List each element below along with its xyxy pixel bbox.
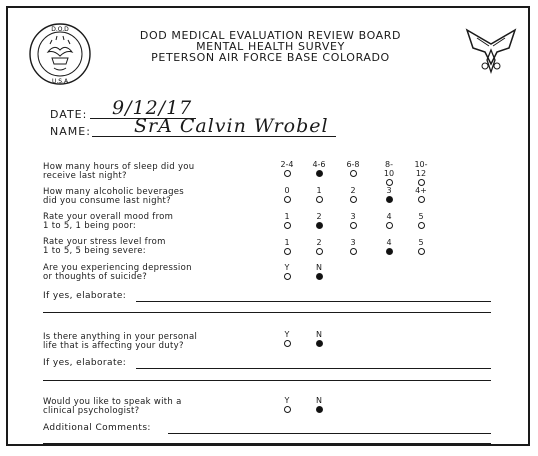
empty-bubble-icon[interactable] xyxy=(418,248,425,255)
option-1-3[interactable] xyxy=(380,186,398,203)
option-label: 10-12 xyxy=(414,160,428,178)
date-label: DATE: xyxy=(50,108,88,121)
option-3-1[interactable] xyxy=(310,238,328,255)
elaborate-label-1: If yes, elaborate: xyxy=(43,291,127,301)
option-3-3[interactable] xyxy=(380,238,398,255)
question-personal-life: Is there anything in your personal life that is affecting your duty? xyxy=(43,332,198,351)
name-label: NAME: xyxy=(50,125,91,138)
comments-line-a[interactable] xyxy=(168,433,491,434)
question-sleep: How many hours of sleep did you receive last night? xyxy=(43,162,195,181)
option-2-2[interactable] xyxy=(344,212,362,229)
seal-top-text: D.O.D xyxy=(51,26,69,33)
option-0-3[interactable] xyxy=(380,160,398,186)
option-6-1[interactable] xyxy=(310,396,328,413)
option-0-2[interactable] xyxy=(344,160,362,177)
option-label: 2-4 xyxy=(280,160,294,169)
option-2-0[interactable] xyxy=(278,212,296,229)
filled-bubble-icon[interactable] xyxy=(316,406,323,413)
option-label: 1 xyxy=(284,212,290,221)
elaborate-line-1a[interactable] xyxy=(136,301,491,302)
option-label: 3 xyxy=(386,186,392,195)
empty-bubble-icon[interactable] xyxy=(386,222,393,229)
question-depression: Are you experiencing depression or thoughts of suicide? xyxy=(43,263,192,282)
option-label: 2 xyxy=(316,212,322,221)
option-label: 2 xyxy=(350,186,356,195)
option-label: Y xyxy=(284,263,290,272)
option-1-2[interactable] xyxy=(344,186,362,203)
empty-bubble-icon[interactable] xyxy=(350,248,357,255)
option-label: N xyxy=(316,396,322,405)
empty-bubble-icon[interactable] xyxy=(418,222,425,229)
option-label: 3 xyxy=(350,212,356,221)
option-label: 0 xyxy=(284,186,290,195)
option-label: Y xyxy=(284,330,290,339)
option-label: 6-8 xyxy=(346,160,360,169)
option-2-4[interactable] xyxy=(412,212,430,229)
dod-seal-icon xyxy=(28,22,92,86)
option-label: 2 xyxy=(316,238,322,247)
additional-comments-label: Additional Comments: xyxy=(43,423,151,433)
survey-form xyxy=(6,6,530,446)
option-label: 5 xyxy=(418,212,424,221)
option-2-1[interactable] xyxy=(310,212,328,229)
elaborate-line-1b[interactable] xyxy=(43,312,491,313)
date-field[interactable]: 9/12/17 xyxy=(112,97,193,119)
comments-line-b[interactable] xyxy=(43,443,491,444)
option-6-0[interactable] xyxy=(278,396,296,413)
option-label: 4 xyxy=(386,238,392,247)
question-mood: Rate your overall mood from 1 to 5, 1 being poor: xyxy=(43,212,174,231)
filled-bubble-icon[interactable] xyxy=(316,340,323,347)
empty-bubble-icon[interactable] xyxy=(284,248,291,255)
option-0-0[interactable] xyxy=(278,160,296,177)
option-4-1[interactable] xyxy=(310,263,328,280)
option-4-0[interactable] xyxy=(278,263,296,280)
empty-bubble-icon[interactable] xyxy=(350,222,357,229)
question-stress: Rate your stress level from 1 to 5, 5 being severe: xyxy=(43,237,166,256)
option-label: 4 xyxy=(386,212,392,221)
option-label: Y xyxy=(284,396,290,405)
option-2-3[interactable] xyxy=(380,212,398,229)
option-0-1[interactable] xyxy=(310,160,328,177)
filled-bubble-icon[interactable] xyxy=(316,170,323,177)
header-subtitle: MENTAL HEALTH SURVEY xyxy=(196,40,345,53)
option-1-0[interactable] xyxy=(278,186,296,203)
header-location: PETERSON AIR FORCE BASE COLORADO xyxy=(151,51,390,64)
elaborate-label-2: If yes, elaborate: xyxy=(43,358,127,368)
empty-bubble-icon[interactable] xyxy=(284,222,291,229)
empty-bubble-icon[interactable] xyxy=(284,406,291,413)
header-title: DOD MEDICAL EVALUATION REVIEW BOARD xyxy=(139,29,402,42)
elaborate-line-2a[interactable] xyxy=(136,368,491,369)
option-label: 5 xyxy=(418,238,424,247)
empty-bubble-icon[interactable] xyxy=(418,179,425,186)
air-force-logo-icon xyxy=(463,22,519,78)
empty-bubble-icon[interactable] xyxy=(284,340,291,347)
empty-bubble-icon[interactable] xyxy=(316,248,323,255)
option-label: 1 xyxy=(284,238,290,247)
option-3-2[interactable] xyxy=(344,238,362,255)
empty-bubble-icon[interactable] xyxy=(284,196,291,203)
name-field[interactable]: SrA Calvin Wrobel xyxy=(134,115,329,137)
empty-bubble-icon[interactable] xyxy=(386,179,393,186)
elaborate-line-2b[interactable] xyxy=(43,380,491,381)
option-label: N xyxy=(316,330,322,339)
empty-bubble-icon[interactable] xyxy=(284,273,291,280)
option-label: N xyxy=(316,263,322,272)
option-label: 1 xyxy=(316,186,322,195)
option-5-0[interactable] xyxy=(278,330,296,347)
form-header xyxy=(103,30,438,63)
option-label: 8-10 xyxy=(383,160,395,178)
question-psychologist: Would you like to speak with a clinical psychologist? xyxy=(43,397,182,416)
empty-bubble-icon[interactable] xyxy=(350,170,357,177)
empty-bubble-icon[interactable] xyxy=(284,170,291,177)
option-3-0[interactable] xyxy=(278,238,296,255)
option-label: 4+ xyxy=(415,186,427,195)
seal-bottom-text: U.S.A xyxy=(51,78,69,85)
filled-bubble-icon[interactable] xyxy=(386,248,393,255)
empty-bubble-icon[interactable] xyxy=(316,196,323,203)
empty-bubble-icon[interactable] xyxy=(418,196,425,203)
option-0-4[interactable] xyxy=(412,160,430,186)
question-alcohol: How many alcoholic beverages did you consume last night? xyxy=(43,187,185,206)
option-1-4[interactable] xyxy=(412,186,430,203)
filled-bubble-icon[interactable] xyxy=(316,222,323,229)
option-label: 4-6 xyxy=(312,160,326,169)
empty-bubble-icon[interactable] xyxy=(350,196,357,203)
option-5-1[interactable] xyxy=(310,330,328,347)
filled-bubble-icon[interactable] xyxy=(386,196,393,203)
option-1-1[interactable] xyxy=(310,186,328,203)
filled-bubble-icon[interactable] xyxy=(316,273,323,280)
option-label: 3 xyxy=(350,238,356,247)
option-3-4[interactable] xyxy=(412,238,430,255)
